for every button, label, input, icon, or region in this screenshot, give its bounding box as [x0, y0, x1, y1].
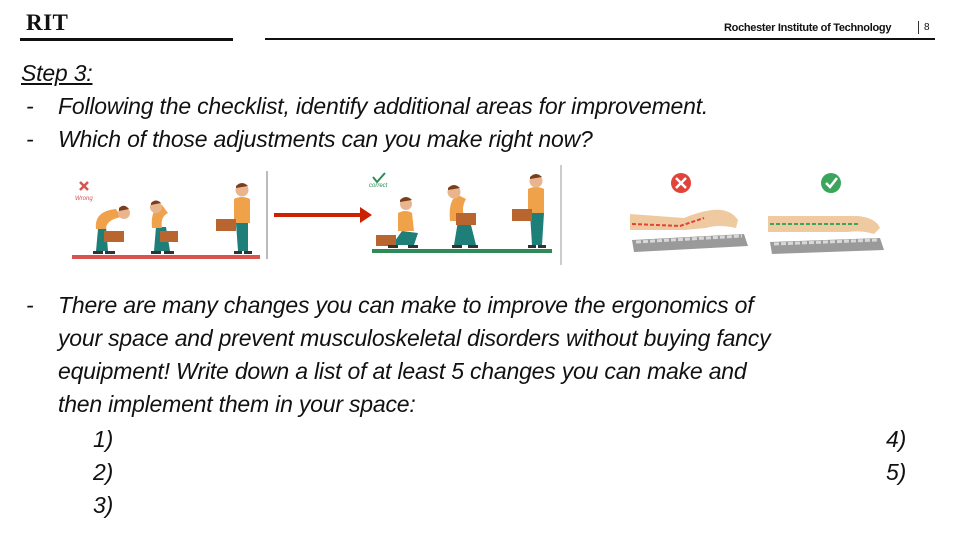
worker-figure-bent: [93, 206, 130, 254]
task-line: There are many changes you can make to improve the ergonomics of: [58, 292, 754, 318]
worker-figure-bending: [150, 201, 178, 255]
bullet-dash: -: [26, 292, 34, 318]
list-item: 1): [93, 426, 114, 452]
step-bullet-text: Which of those adjustments can you make right now?: [58, 126, 593, 152]
worker-figure-squatting: [376, 197, 418, 248]
keyboard-straight-wrist: [768, 216, 884, 254]
task-line: your space and prevent musculoskeletal disorders without buying fancy: [58, 325, 771, 351]
wrist-posture-image: [626, 168, 888, 260]
rit-logo: RIT: [26, 10, 69, 35]
step-bullet-2: [0, 123, 960, 156]
worker-figure-upright: [512, 174, 546, 248]
correct-check-icon: [373, 173, 385, 182]
wrong-circle-icon: [671, 173, 691, 193]
step-bullet-text: Following the checklist, identify additional areas for improvement.: [58, 93, 709, 119]
institution-name: Rochester Institute of Technology: [724, 22, 892, 34]
task-line: equipment! Write down a list of at least 5 changes you can make and: [58, 358, 747, 384]
lifting-posture-image: [66, 165, 566, 265]
correct-circle-icon: [821, 173, 841, 193]
list-item: 2): [93, 459, 114, 485]
image-divider: [266, 171, 268, 259]
wrong-floor-line: [72, 255, 260, 259]
list-item: 4): [886, 426, 907, 452]
step-title: Step 3:: [21, 60, 93, 86]
arrow-right-icon: [274, 207, 372, 223]
task-bullet: [0, 289, 960, 421]
wrong-label: Wrong: [75, 196, 93, 202]
bullet-dash: -: [26, 126, 34, 152]
header-rule: [265, 38, 935, 40]
worker-figure-standing: [216, 183, 252, 254]
logo-underline: [20, 38, 233, 41]
image-divider: [560, 165, 562, 265]
keyboard-bent-wrist: [630, 210, 748, 252]
correct-floor-line: [372, 249, 552, 253]
correct-label: correct: [369, 183, 388, 189]
worker-figure-half-squat: [448, 185, 479, 248]
wrong-x-icon: [80, 182, 88, 190]
page-number: 8: [924, 22, 930, 33]
step-bullet-1: [0, 90, 960, 123]
changes-list: [0, 423, 960, 523]
page-number-separator: [918, 21, 919, 34]
list-item: 3): [93, 492, 114, 518]
list-item: 5): [886, 459, 907, 485]
bullet-dash: -: [26, 93, 34, 119]
task-line: then implement them in your space:: [58, 391, 416, 417]
